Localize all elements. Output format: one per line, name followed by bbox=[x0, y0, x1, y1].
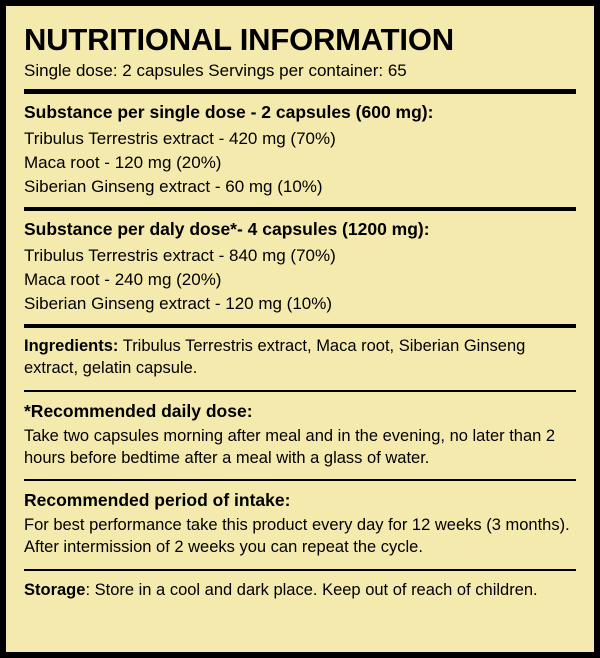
ingredients-label: Ingredients: bbox=[24, 337, 119, 356]
divider-thin-1 bbox=[24, 390, 576, 392]
recommended-dose-heading: *Recommended daily dose: bbox=[24, 400, 253, 421]
single-dose-item: Siberian Ginseng extract - 60 mg (10%) bbox=[24, 177, 323, 197]
daily-dose-section bbox=[24, 219, 576, 316]
single-dose-item: Tribulus Terrestris extract - 420 mg (70%) bbox=[24, 128, 336, 148]
storage-paragraph bbox=[24, 580, 576, 602]
daily-dose-item: Maca root - 240 mg (20%) bbox=[24, 270, 222, 290]
divider-thin-2 bbox=[24, 479, 576, 481]
daily-dose-heading: Substance per daly dose*- 4 capsules (1200 mg): bbox=[24, 219, 430, 240]
divider-mid bbox=[24, 207, 576, 211]
recommended-dose-section bbox=[24, 401, 576, 469]
single-dose-heading: Substance per single dose - 2 capsules (600 mg): bbox=[24, 101, 434, 122]
ingredients-paragraph bbox=[24, 336, 576, 380]
page-title: NUTRITIONAL INFORMATION bbox=[24, 22, 454, 57]
divider-thick-top bbox=[24, 89, 576, 94]
storage-label: Storage bbox=[24, 580, 86, 599]
storage-text: : Store in a cool and dark place. Keep out of reach of children. bbox=[85, 580, 538, 599]
single-dose-item: Maca root - 120 mg (20%) bbox=[24, 152, 222, 172]
daily-dose-item: Siberian Ginseng extract - 120 mg (10%) bbox=[24, 294, 333, 314]
period-of-intake-section bbox=[24, 490, 576, 558]
single-dose-section bbox=[24, 102, 576, 199]
serving-summary: Single dose: 2 capsules Servings per container: 65 bbox=[24, 60, 407, 80]
daily-dose-item: Tribulus Terrestris extract - 840 mg (70%) bbox=[24, 246, 336, 266]
divider-bottom bbox=[24, 324, 576, 328]
period-of-intake-text: For best performance take this product every day for 12 weeks (3 months). After intermission of 2 weeks you can repeat the cycle. bbox=[24, 516, 570, 557]
period-of-intake-heading: Recommended period of intake: bbox=[24, 490, 291, 511]
ingredients-text: Tribulus Terrestris extract, Maca root, Siberian Ginseng extract, gelatin capsule. bbox=[24, 337, 526, 378]
recommended-dose-text: Take two capsules morning after meal and in the evening, no later than 2 hours before bedtime after a meal with a glass of water. bbox=[24, 426, 556, 467]
divider-thin-3 bbox=[24, 569, 576, 571]
